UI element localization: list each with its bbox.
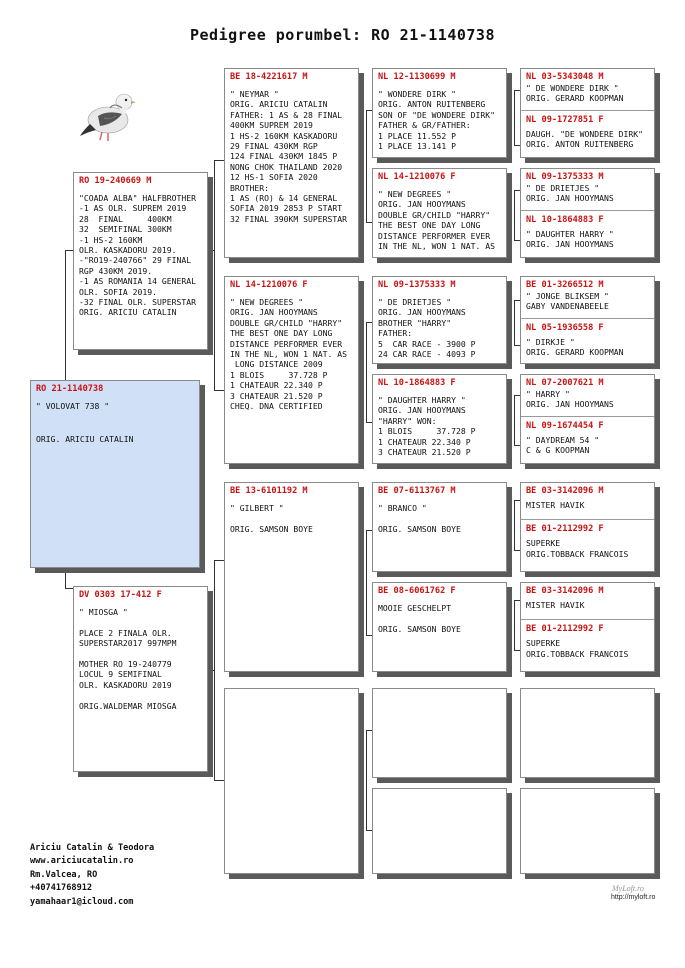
connector-line	[366, 530, 367, 635]
connector-line	[214, 390, 224, 391]
gen5-ring: BE 01-2112992 F	[526, 624, 604, 635]
gen4-ring: BE 08-6061762 F	[378, 586, 456, 596]
sire-card[interactable]	[73, 172, 208, 350]
connector-line	[65, 588, 73, 589]
gen4-text: " WONDERE DIRK " ORIG. ANTON RUITENBERG SON OF "DE WONDERE DIRK" FATHER & GR/FATHER: 1 PLACE 11.552 P 1 PLACE 13.141 P	[378, 89, 495, 152]
sire-ring: RO 19-240669 M	[79, 176, 152, 186]
connector-line	[366, 322, 367, 422]
gen4-card-4[interactable]	[372, 374, 507, 464]
gen4-text: " DAUGHTER HARRY " ORIG. JAN HOOYMANS "HARRY" WON: 1 BLOIS 37.728 P 1 CHATEAUR 22.340 P 3 CHATEAUR 21.520 P	[378, 395, 476, 458]
gen3-card-empty[interactable]	[224, 688, 359, 874]
gen5-text: " DE WONDERE DIRK " ORIG. GERARD KOOPMAN	[526, 83, 624, 104]
connector-line	[65, 568, 66, 588]
gen3-ring: NL 14-1210076 F	[230, 280, 308, 290]
gen4-ring: BE 07-6113767 M	[378, 486, 456, 496]
connector-line	[514, 190, 515, 240]
gen3-card-3[interactable]	[224, 482, 359, 672]
connector-line	[514, 90, 515, 145]
gen5-card-5[interactable]	[520, 482, 655, 572]
connector-line	[514, 300, 515, 345]
gen5-text: " DAYDREAM 54 " C & G KOOPMAN	[526, 434, 600, 456]
gen5-text: " HARRY " ORIG. JAN HOOYMANS	[526, 389, 614, 410]
pigeon-photo-icon	[78, 80, 144, 148]
dam-text: " MIOSGA " PLACE 2 FINALA OLR. SUPERSTAR2017 997MPM MOTHER RO 19-240779 LOCUL 9 SEMIFINAL OLR. KASKADORU 2019 ORIG.WALDEMAR MIOSGA	[79, 607, 177, 711]
gen5-ring: BE 01-3266512 M	[526, 280, 604, 290]
subject-name: " VOLOVAT 738 "	[36, 401, 110, 411]
dam-ring: DV 0303 17-412 F	[79, 590, 162, 600]
gen5-ring: NL 03-5343048 M	[526, 72, 604, 82]
gen5-card-4[interactable]	[520, 374, 655, 464]
connector-line	[514, 395, 515, 445]
subject-origin: ORIG. ARICIU CATALIN	[36, 434, 134, 445]
gen4-ring: NL 14-1210076 F	[378, 172, 456, 182]
gen5-ring: NL 09-1727851 F	[526, 114, 604, 125]
connector-line	[208, 670, 214, 671]
gen4-card-2[interactable]	[372, 168, 507, 258]
gen5-ring: NL 09-1674454 F	[526, 420, 604, 431]
gen4-card-1[interactable]	[372, 68, 507, 158]
gen3-ring: BE 13-6101192 M	[230, 486, 308, 496]
gen5-ring: NL 10-1864883 F	[526, 214, 604, 225]
gen4-text: " NEW DEGREES " ORIG. JAN HOOYMANS DOUBLE GR/CHILD "HARRY" THE BEST ONE DAY LONG DISTANCE PERFORMER EVER IN THE NL, WON 1 NAT. AS	[378, 189, 495, 252]
signature: MyLoft.ro	[612, 884, 644, 893]
gen5-text: MISTER HAVIK	[526, 500, 585, 510]
gen5-text: DAUGH. "DE WONDERE DIRK" ORIG. ANTON RUITENBERG	[526, 128, 643, 150]
gen3-text: " NEYMAR " ORIG. ARICIU CATALIN FATHER: 1 AS & 28 FINAL 400KM SUPREM 2019 1 HS-2 160KM KASKADORU 29 FINAL 430KM RGP 124 FINAL 430KM 1845 P NONG CHOK THAILAND 2020 12 HS-1 SOFIA 2020 BROTHER: 1 AS (RO) & 14 GENERAL SOFIA 2019 2853 P START 32 FINAL 390KM SUPERSTAR	[230, 89, 347, 224]
gen5-card-6[interactable]	[520, 582, 655, 672]
dam-card[interactable]	[73, 586, 208, 772]
gen3-ring: BE 18-4221617 M	[230, 72, 308, 82]
gen5-text: " DAUGHTER HARRY " ORIG. JAN HOOYMANS	[526, 228, 614, 250]
credit-link[interactable]: http://myloft.ro	[611, 894, 656, 901]
connector-line	[366, 110, 367, 222]
connector-line	[366, 730, 367, 830]
gen3-card-1[interactable]	[224, 68, 359, 258]
gen5-card-empty[interactable]	[520, 788, 655, 874]
gen4-card-6[interactable]	[372, 582, 507, 672]
gen5-ring: NL 09-1375333 M	[526, 172, 604, 182]
gen4-card-empty[interactable]	[372, 788, 507, 874]
gen3-card-2[interactable]	[224, 276, 359, 464]
connector-line	[65, 250, 73, 251]
gen5-ring: BE 03-3142096 M	[526, 586, 604, 596]
gen5-text: " DIRKJE " ORIG. GERARD KOOPMAN	[526, 336, 624, 358]
connector-line	[214, 160, 224, 161]
connector-line	[214, 780, 224, 781]
sire-text: "COADA ALBA" HALFBROTHER -1 AS OLR. SUPREM 2019 28 FINAL 400KM 32 SEMIFINAL 300KM -1 HS-2 160KM OLR. KASKADORU 2019. -"RO19-240766" 29 FINAL RGP 430KM 2019. -1 AS ROMANIA 14 GENERAL OLR. SOFIA 2019. -32 FINAL OLR. SUPERSTAR ORIG. ARICIU CATALIN	[79, 193, 196, 318]
gen5-text: MISTER HAVIK	[526, 600, 585, 610]
gen4-text: MOOIE GESCHELPT ORIG. SAMSON BOYE	[378, 603, 461, 634]
gen5-text: SUPERKE ORIG.TOBBACK FRANCOIS	[526, 638, 629, 659]
gen5-ring: BE 03-3142096 M	[526, 486, 604, 496]
gen4-text: " BRANCO " ORIG. SAMSON BOYE	[378, 503, 461, 534]
connector-line	[214, 560, 215, 780]
gen4-card-empty[interactable]	[372, 688, 507, 778]
gen4-card-3[interactable]	[372, 276, 507, 364]
gen5-text: " JONGE BLIKSEM " GABY VANDENABEELE	[526, 291, 609, 312]
gen5-card-1[interactable]	[520, 68, 655, 158]
connector-line	[514, 500, 515, 550]
breeder-info: Ariciu Catalin & Teodora www.ariciucatalin.ro Rm.Valcea, RO +40741768912 yamahaar1@icloud.com	[30, 843, 155, 907]
connector-line	[214, 560, 224, 561]
gen4-ring: NL 10-1864883 F	[378, 378, 456, 388]
gen5-text: " DE DRIETJES " ORIG. JAN HOOYMANS	[526, 183, 614, 204]
gen3-text: " GILBERT " ORIG. SAMSON BOYE	[230, 503, 313, 534]
connector-line	[214, 160, 215, 390]
gen4-card-5[interactable]	[372, 482, 507, 572]
subject-ring: RO 21-1140738	[36, 384, 104, 394]
gen5-card-2[interactable]	[520, 168, 655, 258]
gen5-ring: NL 05-1936558 F	[526, 322, 604, 333]
gen4-ring: NL 09-1375333 M	[378, 280, 456, 290]
gen4-text: " DE DRIETJES " ORIG. JAN HOOYMANS BROTHER "HARRY" FATHER: 5 CAR RACE - 3900 P 24 CAR RACE - 4093 P	[378, 297, 476, 360]
connector-line	[208, 250, 214, 251]
gen5-card-3[interactable]	[520, 276, 655, 364]
subject-card[interactable]	[30, 380, 200, 568]
gen5-ring: BE 01-2112992 F	[526, 524, 604, 535]
gen5-card-empty[interactable]	[520, 688, 655, 778]
gen3-text: " NEW DEGREES " ORIG. JAN HOOYMANS DOUBLE GR/CHILD "HARRY" THE BEST ONE DAY LONG DISTANCE PERFORMER EVER IN THE NL, WON 1 NAT. AS LONG DISTANCE 2009 1 BLOIS 37.728 P 1 CHATEAUR 22.340 P 3 CHATEAUR 21.520 P CHEQ. DNA CERTIFIED	[230, 297, 347, 412]
gen4-ring: NL 12-1130699 M	[378, 72, 456, 82]
gen5-text: SUPERKE ORIG.TOBBACK FRANCOIS	[526, 538, 629, 559]
gen5-ring: NL 07-2007621 M	[526, 378, 604, 388]
page-title: Pedigree porumbel: RO 21-1140738	[190, 26, 495, 44]
connector-line	[65, 250, 66, 380]
connector-line	[514, 600, 515, 650]
